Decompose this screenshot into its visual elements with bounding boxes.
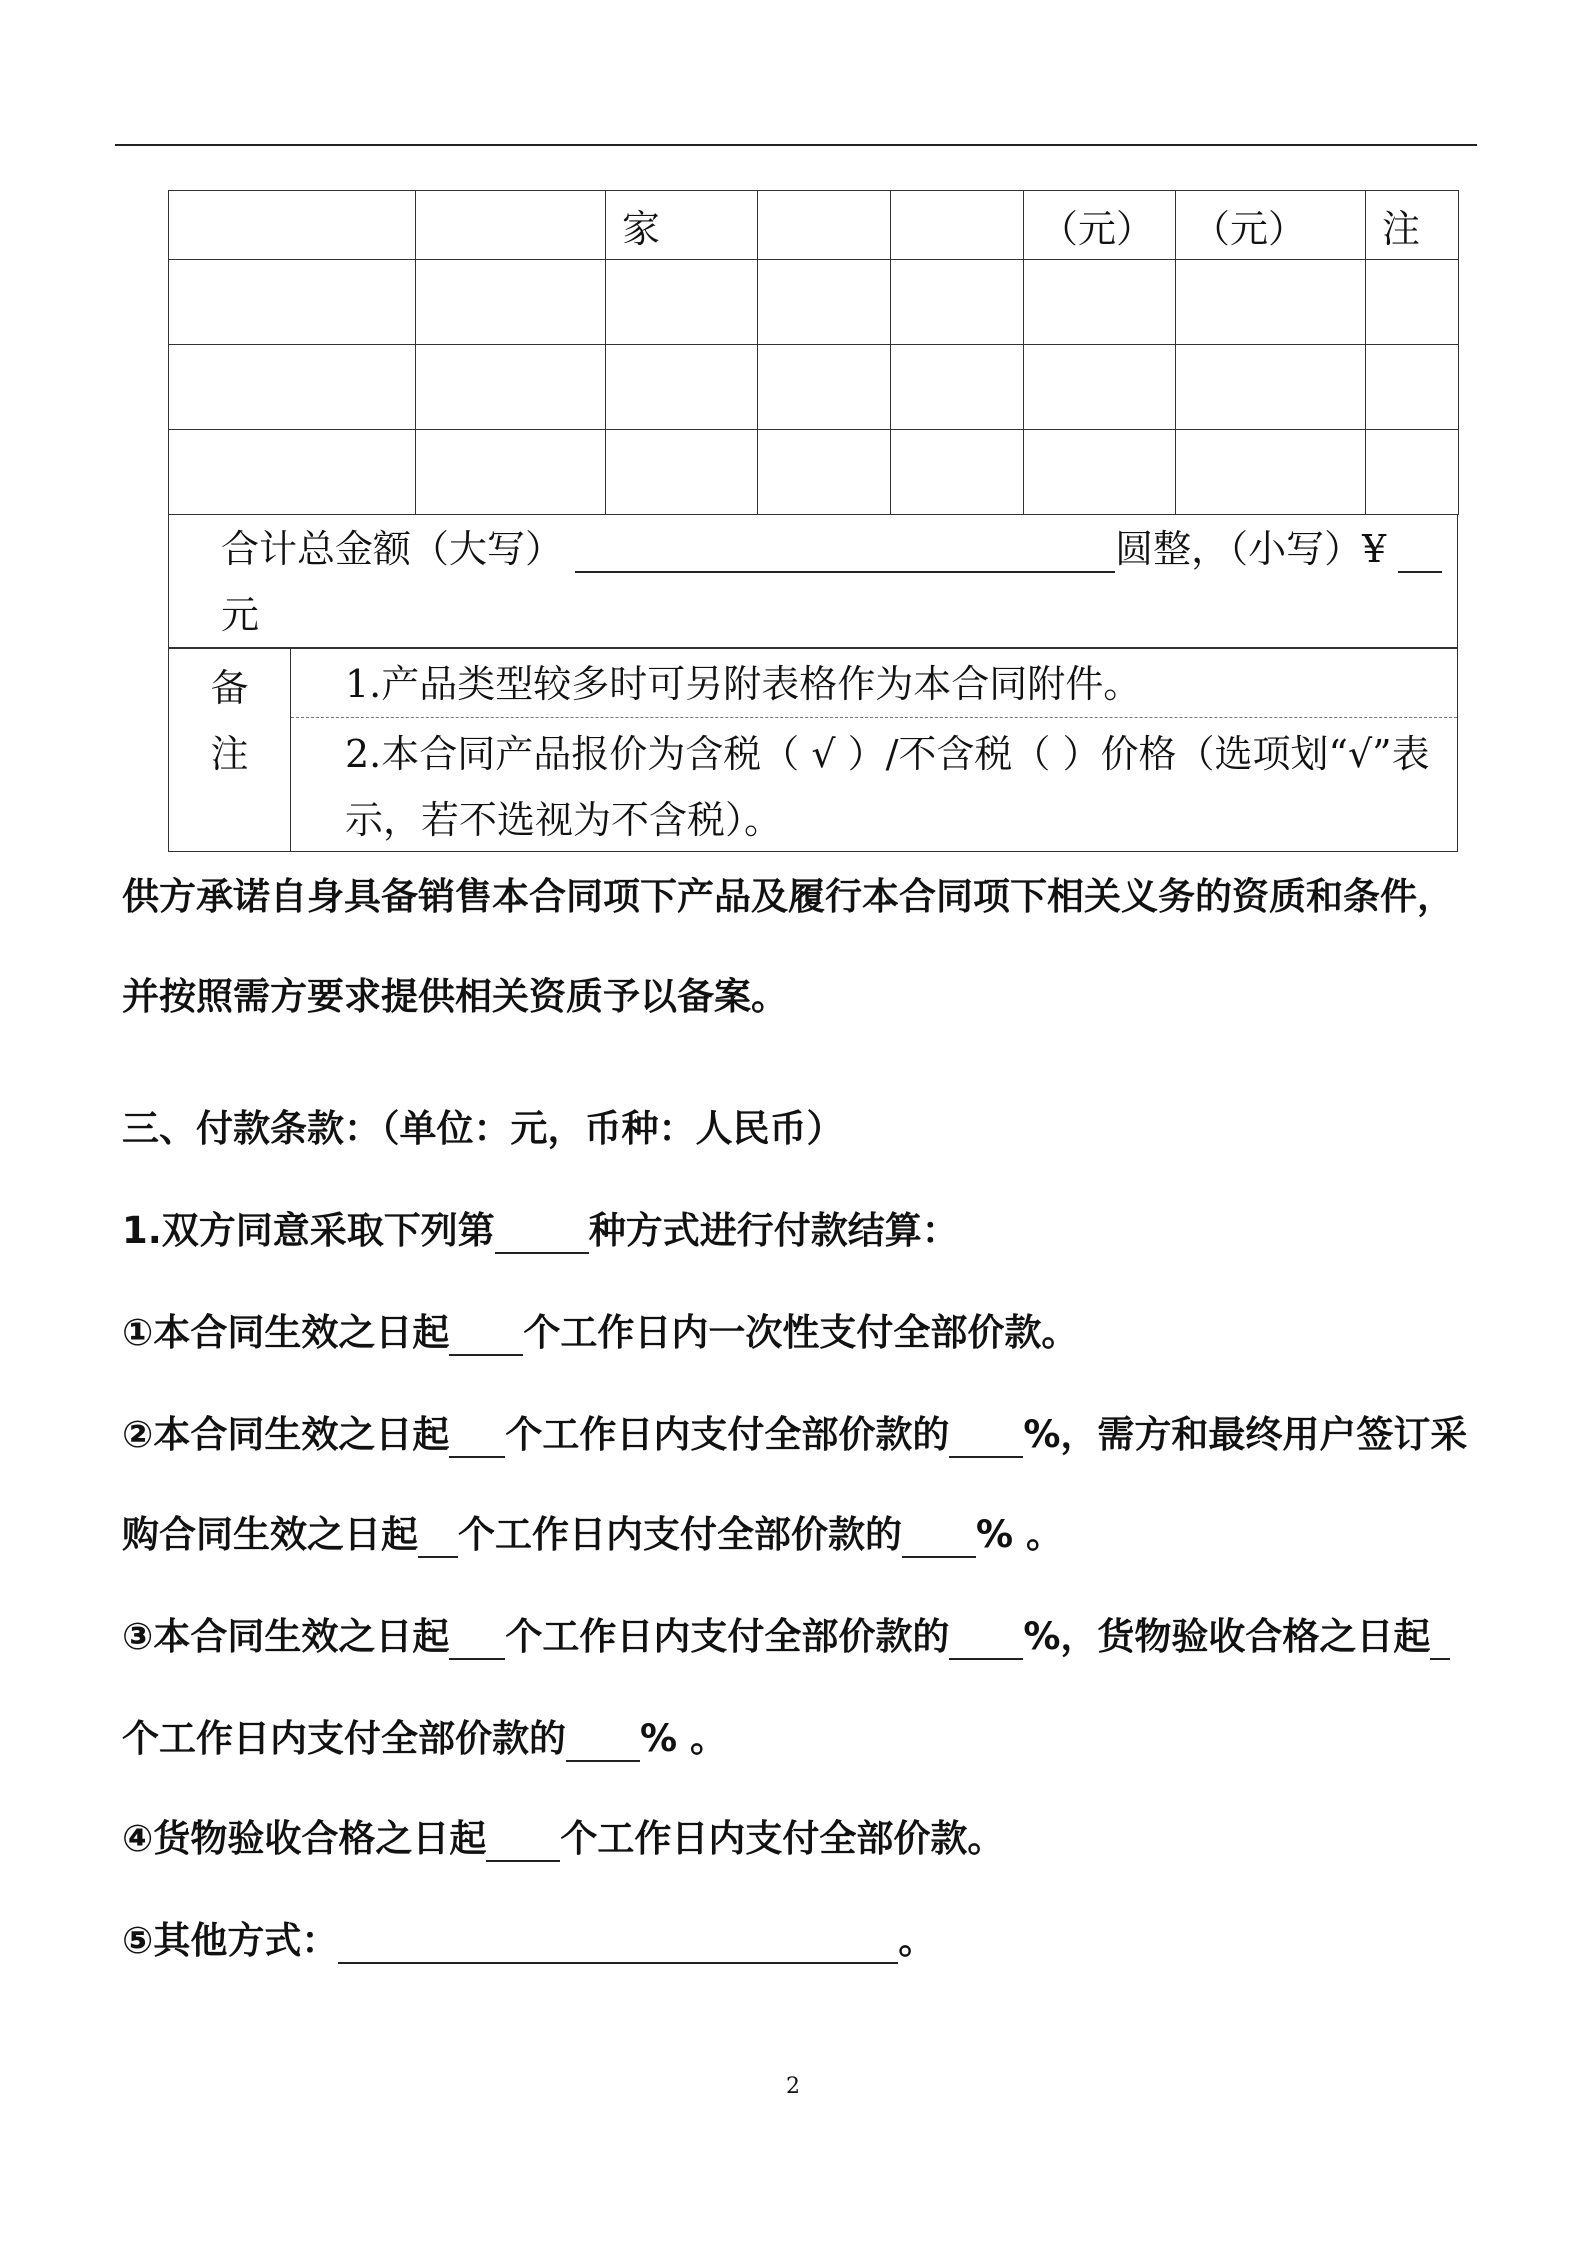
opt5-text-end: 。 (898, 1919, 936, 1962)
remark-note-1: 1.产品类型较多时可另附表格作为本合同附件。 (345, 662, 1142, 706)
opt2-days-field-2[interactable] (418, 1510, 458, 1558)
remarks-label-char: 注 (210, 732, 249, 776)
remark-note-2: 2.本合同产品报价为含税（ √ ）/不含税（ ）价格（选项划“√”表示，若不选视为不含税）。 (345, 732, 1430, 842)
remarks-label (169, 649, 291, 851)
opt2-text-mid: 个工作日内支付全部价款的 (505, 1413, 950, 1456)
table-cell[interactable] (1366, 430, 1459, 515)
opt2-text-2-mid: 个工作日内支付全部价款的 (458, 1513, 902, 1556)
total-yuan-zheng: 圆整，（小写）¥ (1115, 527, 1387, 571)
table-header-cell (169, 191, 416, 260)
header-rule (115, 144, 1477, 146)
opt3-text: ③本合同生效之日起 (122, 1615, 450, 1658)
opt3-days-field[interactable] (449, 1612, 505, 1660)
table-row (169, 430, 1459, 515)
table-cell[interactable] (606, 260, 758, 345)
table-cell[interactable] (758, 430, 891, 515)
opt4-days-field[interactable] (486, 1814, 560, 1862)
product-table (168, 190, 1459, 515)
total-amount-row (168, 514, 1458, 648)
option-3-line-1 (122, 1606, 1450, 1660)
table-cell[interactable] (758, 345, 891, 430)
table-cell[interactable] (1024, 345, 1176, 430)
commitment-line-1: 供方承诺自身具备销售本合同项下产品及履行本合同项下相关义务的资质和条件， (122, 875, 1454, 918)
opt3-text-2: 个工作日内支付全部价款的 (122, 1717, 566, 1760)
method-number-field[interactable] (495, 1206, 589, 1254)
table-cell[interactable] (1024, 260, 1176, 345)
opt4-text-end: 个工作日内支付全部价款。 (560, 1817, 1005, 1860)
table-cell[interactable] (891, 345, 1024, 430)
table-cell[interactable] (1176, 430, 1366, 515)
opt5-other-field[interactable] (338, 1916, 898, 1964)
table-header-cell (891, 191, 1024, 260)
opt2-text-2: 购合同生效之日起 (122, 1513, 418, 1556)
option-3-line-2 (122, 1708, 727, 1762)
table-cell[interactable] (1176, 260, 1366, 345)
total-amount-line (221, 518, 1442, 573)
remarks-box (168, 648, 1458, 852)
table-cell[interactable] (416, 260, 606, 345)
table-cell[interactable] (758, 260, 891, 345)
table-header-cell: 注 (1366, 191, 1459, 260)
table-cell[interactable] (1366, 345, 1459, 430)
option-1 (122, 1302, 1078, 1356)
item1-text: 1.双方同意采取下列第 (122, 1209, 495, 1252)
opt2-days-field[interactable] (449, 1410, 505, 1458)
opt3-text-mid: 个工作日内支付全部价款的 (505, 1615, 950, 1658)
payment-method-choice (122, 1200, 959, 1254)
table-cell[interactable] (416, 430, 606, 515)
option-2-line-2 (122, 1504, 1063, 1558)
page-number: 2 (786, 2074, 800, 2099)
section-title: 三、付款条款：（单位：元，币种：人民币） (122, 1107, 844, 1150)
opt5-text: ⑤其他方式： (122, 1919, 339, 1962)
table-header-cell (758, 191, 891, 260)
table-cell[interactable] (416, 345, 606, 430)
total-uppercase-field[interactable] (575, 527, 1115, 573)
table-cell[interactable] (606, 345, 758, 430)
opt1-days-field[interactable] (449, 1308, 523, 1356)
table-cell[interactable] (891, 260, 1024, 345)
table-cell[interactable] (1176, 345, 1366, 430)
table-cell[interactable] (606, 430, 758, 515)
opt1-text: ①本合同生效之日起 (122, 1311, 450, 1354)
opt3-text-2-end: % 。 (640, 1717, 727, 1760)
opt2-percent-field-2[interactable] (902, 1510, 976, 1558)
table-header-cell: 家 (606, 191, 758, 260)
table-cell[interactable] (169, 260, 416, 345)
opt2-text-end: %，需方和最终用户签订采 (1023, 1413, 1468, 1456)
total-label: 合计总金额（大写） (221, 527, 564, 571)
total-unit: 元 (221, 593, 260, 637)
option-2-line-1 (122, 1404, 1467, 1458)
opt2-text: ②本合同生效之日起 (122, 1413, 450, 1456)
table-header-cell (416, 191, 606, 260)
option-4 (122, 1808, 1004, 1862)
opt3-days-field-2[interactable] (1430, 1612, 1450, 1660)
remarks-divider (291, 717, 1457, 718)
table-cell[interactable] (169, 345, 416, 430)
table-header-cell: （元） (1024, 191, 1176, 260)
table-row (169, 260, 1459, 345)
table-header-row (169, 191, 1459, 260)
table-cell[interactable] (1366, 260, 1459, 345)
table-row (169, 345, 1459, 430)
table-cell[interactable] (1024, 430, 1176, 515)
table-cell[interactable] (891, 430, 1024, 515)
opt4-text: ④货物验收合格之日起 (122, 1817, 487, 1860)
opt1-text-end: 个工作日内一次性支付全部价款。 (523, 1311, 1079, 1354)
commitment-line-2: 并按照需方要求提供相关资质予以备案。 (122, 975, 788, 1018)
opt2-text-2-end: % 。 (976, 1513, 1063, 1556)
opt3-percent-field[interactable] (949, 1612, 1023, 1660)
remarks-label-char: 备 (210, 666, 249, 710)
opt3-text-end: %，货物验收合格之日起 (1023, 1615, 1431, 1658)
item1-text-end: 种方式进行付款结算： (588, 1209, 959, 1252)
opt2-percent-field[interactable] (949, 1410, 1023, 1458)
option-5 (122, 1910, 935, 1964)
table-header-cell: （元） (1176, 191, 1366, 260)
opt3-percent-field-2[interactable] (566, 1714, 640, 1762)
table-cell[interactable] (169, 430, 416, 515)
total-lowercase-field[interactable] (1398, 527, 1442, 573)
